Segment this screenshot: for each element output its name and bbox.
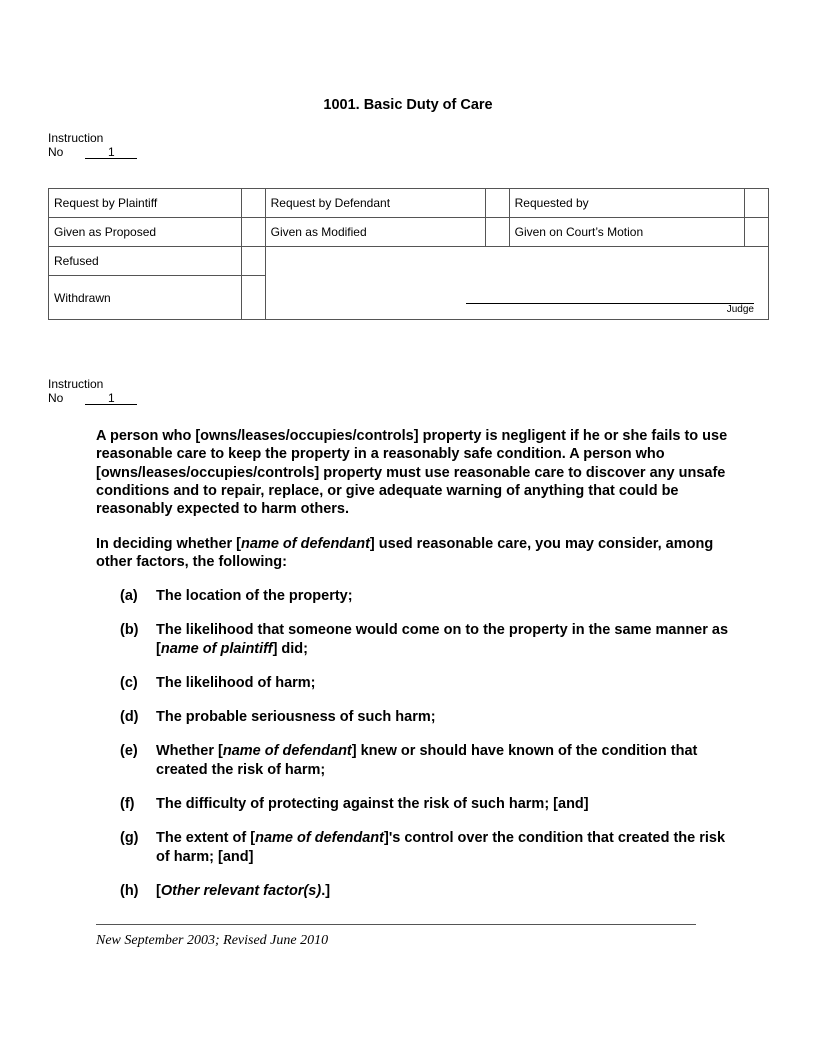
request-by-plaintiff-checkbox[interactable] [241, 189, 265, 218]
item-text-part: The extent of [ [156, 830, 256, 847]
request-by-defendant-checkbox[interactable] [485, 189, 509, 218]
request-by-plaintiff-label: Request by Plaintiff [49, 189, 242, 218]
given-on-courts-motion-checkbox[interactable] [745, 218, 769, 247]
item-label: (b) [120, 622, 139, 639]
revision-note: New September 2003; Revised June 2010 [96, 933, 329, 948]
instruction-number-block [48, 131, 137, 159]
request-by-defendant-label: Request by Defendant [265, 189, 485, 218]
instruction-paragraph-2 [96, 535, 731, 572]
instruction-paragraph-1: A person who [owns/leases/occupies/controls] property is negligent if he or she fails to use reasonable care to keep the property in a reasonably safe condition. A person who [owns/leases/occupies/controls] property must use reasonable care to discover any unsafe conditions and to repair, replace, or give adequate warning of anything that could be reasonably expected to harm others. [96, 428, 728, 518]
withdrawn-label: Withdrawn [49, 276, 242, 320]
item-label: (e) [120, 743, 138, 760]
instruction-number: 1 [85, 146, 137, 159]
item-label: (h) [120, 882, 139, 899]
item-text-part: ] did; [272, 640, 308, 657]
instruction-label: Instruction [48, 377, 104, 391]
given-as-modified-label: Given as Modified [265, 218, 485, 247]
item-text: The probable seriousness of such harm; [156, 709, 436, 726]
no-label: No [48, 391, 64, 405]
item-text [156, 742, 731, 779]
item-label: (a) [120, 588, 138, 604]
item-text-part: The likelihood that someone would come on to the property in the same manner as [ [156, 622, 729, 657]
judge-signature-area [265, 247, 768, 320]
placeholder-text: name of defendant [222, 743, 352, 760]
item-text: The likelihood of harm; [156, 674, 316, 691]
given-as-modified-checkbox[interactable] [485, 218, 509, 247]
placeholder-text: name of defendant [255, 830, 384, 847]
item-text: The difficulty of protecting against the risk of such harm; [and] [156, 796, 589, 813]
item-text: The location of the property; [156, 588, 353, 604]
list-item [96, 742, 731, 779]
list-item [96, 674, 731, 692]
withdrawn-checkbox[interactable] [241, 276, 265, 320]
list-item [96, 587, 731, 605]
requested-by-checkbox[interactable] [745, 189, 769, 218]
list-item [96, 882, 731, 900]
list-item [96, 829, 731, 866]
list-item [96, 621, 731, 658]
placeholder-text: name of defendant [241, 536, 370, 552]
list-item [96, 708, 731, 726]
given-on-courts-motion-label: Given on Court’s Motion [509, 218, 744, 247]
instruction-label: Instruction [48, 131, 104, 145]
judge-label: Judge [726, 304, 754, 315]
placeholder-text: name of plaintiff [160, 640, 273, 657]
footer-divider [96, 924, 696, 925]
paragraph-text: ] used reasonable care, you may consider, among other factors, the following: [96, 536, 714, 571]
item-text-part: ]'s control over the condition that created the risk of harm; [and] [156, 830, 726, 865]
page-title: 1001. Basic Duty of Care [323, 97, 493, 113]
requested-by-label: Requested by [509, 189, 744, 218]
request-table [48, 188, 769, 320]
item-text-part: .] [321, 882, 331, 899]
refused-checkbox[interactable] [241, 247, 265, 276]
list-item [96, 795, 731, 813]
item-label: (d) [120, 709, 139, 726]
item-text-part: [ [156, 882, 161, 899]
item-text-part: ] knew or should have known of the condition that created the risk of harm; [156, 743, 698, 778]
no-label: No [48, 145, 64, 159]
paragraph-text: In deciding whether [ [96, 536, 242, 552]
item-label: (c) [120, 674, 138, 691]
factors-list [96, 587, 731, 916]
given-as-proposed-checkbox[interactable] [241, 218, 265, 247]
item-label: (f) [120, 796, 135, 813]
item-label: (g) [120, 830, 139, 847]
refused-label: Refused [49, 247, 242, 276]
given-as-proposed-label: Given as Proposed [49, 218, 242, 247]
item-text-part: Whether [ [156, 743, 223, 760]
placeholder-text: Other relevant factor(s) [160, 882, 322, 899]
item-text [156, 829, 731, 866]
instruction-number: 1 [85, 392, 137, 405]
instruction-number-block [48, 377, 137, 405]
item-text [156, 882, 731, 900]
item-text [156, 621, 731, 658]
